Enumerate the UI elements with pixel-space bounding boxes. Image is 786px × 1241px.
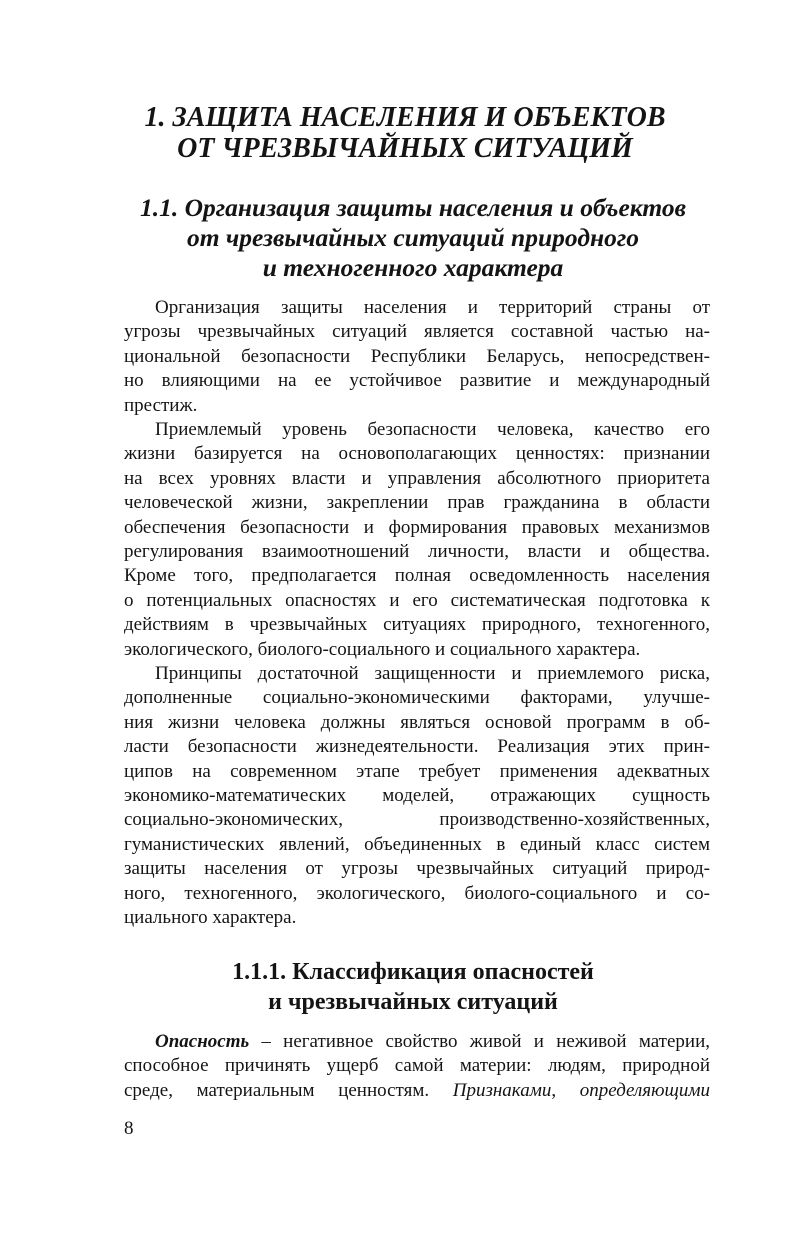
chapter-title-line-1: 1. ЗАЩИТА НАСЕЛЕНИЯ И ОБЪЕКТОВ xyxy=(144,102,666,133)
paragraph-2 xyxy=(124,418,710,662)
definition-text: – негативное свойство живой и неживой материи, xyxy=(249,1031,710,1052)
text-line: ния жизни человека должны являться основой программ в об- xyxy=(124,711,710,733)
definition-paragraph xyxy=(124,1030,710,1103)
text-line xyxy=(124,1079,710,1103)
text-line: защиты населения от угрозы чрезвычайных ситуаций природ- xyxy=(124,858,710,880)
subsection-title-line-2: и чрезвычайных ситуаций xyxy=(268,989,558,1015)
text-line: жизни базируется на основополагающих ценностях: признании xyxy=(124,443,710,465)
text-line: циональной безопасности Республики Беларусь, непосредствен- xyxy=(124,345,710,367)
text-line: Приемлемый уровень безопасности человека, качество его xyxy=(155,419,710,440)
text-line: человеческой жизни, закреплении прав гражданина в области xyxy=(124,492,710,514)
section-title-line-1: 1.1. Организация защиты населения и объектов xyxy=(139,193,687,222)
text-line: ного, техногенного, экологического, биолого-социального и со- xyxy=(124,882,710,904)
definition-text: , xyxy=(551,1079,580,1101)
text-line: ципов на современном этапе требует применения адекватных xyxy=(124,760,710,782)
text-line: Принципы достаточной защищенности и приемлемого риска, xyxy=(155,663,710,684)
text-line: Организация защиты населения и территорий страны от xyxy=(155,297,710,318)
text-line: но влияющими на ее устойчивое развитие и международный xyxy=(124,370,710,392)
text-line: экономико-математических моделей, отражающих сущность xyxy=(124,784,710,806)
italic-term: определяющими xyxy=(579,1079,710,1101)
text-line: обеспечения безопасности и формирования правовых механизмов xyxy=(124,516,710,538)
text-line: Кроме того, предполагается полная осведомленность населения xyxy=(124,565,710,587)
text-line: регулирования взаимоотношений личности, власти и общества. xyxy=(124,540,710,562)
paragraph-1 xyxy=(124,296,710,418)
text-line: способное причинять ущерб самой материи: людям, природной xyxy=(124,1055,710,1077)
subsection-title-line-1: 1.1.1. Классификация опасностей xyxy=(232,959,594,985)
text-line: дополненные социально-экономическими факторами, улучше- xyxy=(124,687,710,709)
definition-text: среде, материальным ценностям. xyxy=(124,1079,453,1101)
section-title-line-2: от чрезвычайных ситуаций природного xyxy=(186,223,640,252)
paragraph-3 xyxy=(124,662,710,930)
text-line: ласти безопасности жизнедеятельности. Реализация этих прин- xyxy=(124,736,710,758)
text-line: экологического, биолого-социального и социального характера. xyxy=(124,638,641,660)
text-line: гуманистических явлений, объединенных в единый класс систем xyxy=(124,833,710,855)
text-line xyxy=(124,1030,710,1054)
text-line: социально-экономических, производственно-хозяйственных, xyxy=(124,809,710,831)
text-line: о потенциальных опасностях и его систематическая подготовка к xyxy=(124,589,710,611)
text-line: на всех уровнях власти и управления абсолютного приоритета xyxy=(124,467,710,489)
text-line: циального характера. xyxy=(124,906,297,928)
text-line: действиям в чрезвычайных ситуациях природного, техногенного, xyxy=(124,614,710,636)
term-opasnost: Опасность xyxy=(155,1031,250,1052)
page-number: 8 xyxy=(124,1118,134,1139)
italic-term: Признаками xyxy=(452,1079,552,1101)
text-line: престиж. xyxy=(124,394,198,416)
text-line: угрозы чрезвычайных ситуаций является составной частью на- xyxy=(124,321,710,343)
section-title-line-3: и техногенного характера xyxy=(262,253,564,282)
chapter-title-line-2: ОТ ЧРЕЗВЫЧАЙНЫХ СИТУАЦИЙ xyxy=(177,133,633,164)
